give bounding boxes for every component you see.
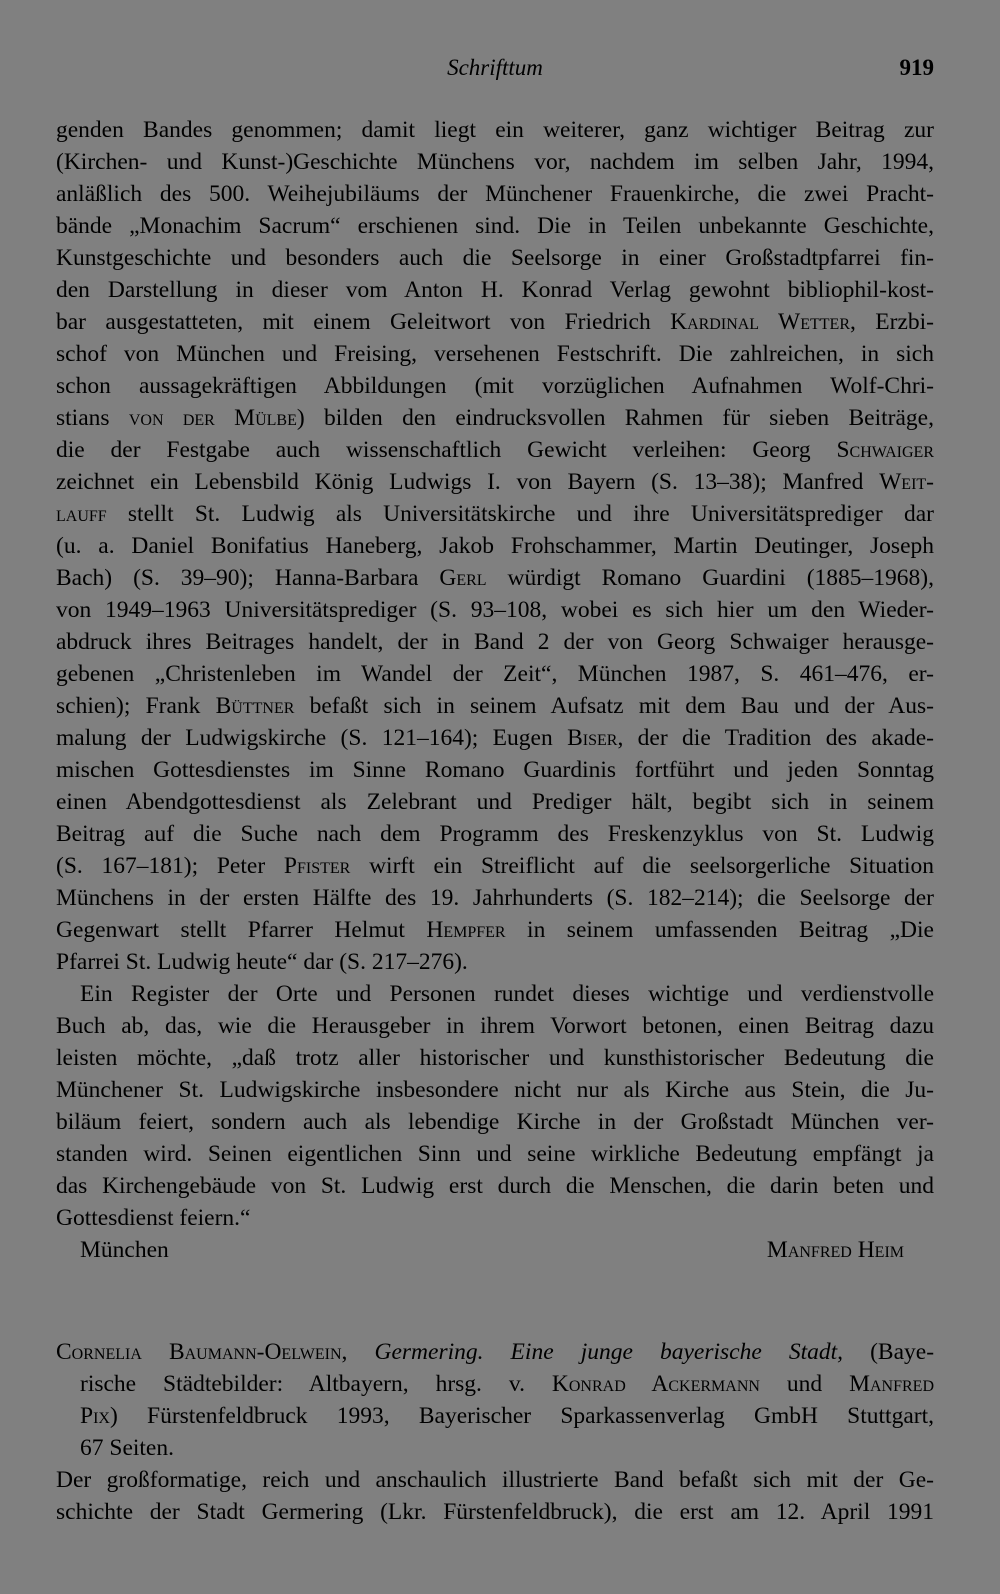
text-line: Münchener St. Ludwigskirche insbesondere nicht nur als Kirche aus Stein, die Ju-: [56, 1077, 934, 1103]
text-line: gebenen „Christenleben im Wandel der Zeit“, München 1987, S. 461–476, er-: [56, 661, 934, 687]
text-line: den Darstellung in dieser vom Anton H. Konrad Verlag gewohnt bibliophil-kost-: [56, 277, 934, 303]
text-line: abdruck ihres Beitrages handelt, der in Band 2 der von Georg Schwaiger herausge-: [56, 629, 934, 655]
citation-line: 67 Seiten.: [80, 1435, 174, 1461]
author-name: Schwaiger: [836, 437, 934, 463]
text-line: Münchens in der ersten Hälfte des 19. Jahrhunderts (S. 182–214); die Seelsorge der: [56, 885, 934, 911]
author-name: Büttner: [215, 693, 295, 719]
text-line: (u. a. Daniel Bonifatius Haneberg, Jakob Frohschammer, Martin Deutinger, Joseph: [56, 533, 934, 559]
review-1-paragraph-2: [56, 978, 934, 1266]
text-line: Der großformatige, reich und anschaulich illustrierte Band befaßt sich mit der Ge-: [56, 1467, 934, 1493]
text-line: mischen Gottesdienstes im Sinne Romano Guardinis fortführt und jeden Sonntag: [56, 757, 934, 783]
author-name: Cornelia Baumann-Oelwein: [56, 1339, 342, 1365]
text-line: Buch ab, das, wie die Herausgeber in ihrem Vorwort betonen, einen Beitrag dazu: [56, 1013, 934, 1039]
author-name: Hempfer: [426, 917, 506, 943]
text-line: anläßlich des 500. Weihejubiläums der Münchener Frauenkirche, die zwei Pracht-: [56, 181, 934, 207]
text-line: schon aussagekräftigen Abbildungen (mit vorzüglichen Aufnahmen Wolf-Chri-: [56, 373, 934, 399]
text-line: zeichnet ein Lebensbild König Ludwigs I. von Bayern (S. 13–38); Manfred Weit-: [56, 469, 934, 495]
text-line: lauff stellt St. Ludwig als Universitätskirche und ihre Universitätsprediger dar: [56, 501, 934, 527]
signature-place: München: [80, 1237, 169, 1263]
text-line: (Kirchen- und Kunst-)Geschichte Münchens vor, nachdem im selben Jahr, 1994,: [56, 149, 934, 175]
text-line: schof von München und Freising, versehenen Festschrift. Die zahlreichen, in sich: [56, 341, 934, 367]
text-line: standen wird. Seinen eigentlichen Sinn und seine wirkliche Bedeutung empfängt ja: [56, 1141, 934, 1167]
author-name: Pfister: [283, 853, 351, 879]
text-line: Bach) (S. 39–90); Hanna-Barbara Gerl würdigt Romano Guardini (1885–1968),: [56, 565, 934, 591]
text-line: (S. 167–181); Peter Pfister wirft ein Streiflicht auf die seelsorgerliche Situation: [56, 853, 934, 879]
citation-line: rische Städtebilder: Altbayern, hrsg. v. Konrad Ackermann und Manfred: [80, 1371, 934, 1397]
text-line: Gottesdienst feiern.“: [56, 1205, 251, 1231]
text-line: Pfarrei St. Ludwig heute“ dar (S. 217–276).: [56, 949, 468, 975]
author-name: von der Mülbe: [128, 405, 297, 431]
text-line: bar ausgestatteten, mit einem Geleitwort von Friedrich Kardinal Wetter, Erzbi-: [56, 309, 934, 335]
author-name: Biser: [567, 725, 618, 751]
text-line: genden Bandes genommen; damit liegt ein weiterer, ganz wichtiger Beitrag zur: [56, 117, 934, 143]
author-name: lauff: [56, 501, 107, 527]
page-number: 919: [899, 55, 934, 80]
signature-name: Manfred Heim: [766, 1237, 904, 1263]
text-line: das Kirchengebäude von St. Ludwig erst durch die Menschen, die darin beten und: [56, 1173, 934, 1199]
book-title: Germering. Eine junge bayerische Stadt,: [374, 1339, 844, 1365]
text-line: Gegenwart stellt Pfarrer Helmut Hempfer in seinem umfassenden Beitrag „Die: [56, 917, 934, 943]
review-2-citation: [56, 1336, 934, 1464]
running-header: [56, 50, 934, 86]
author-name: Kardinal Wetter: [670, 309, 850, 335]
text-line: Kunstgeschichte und besonders auch die Seelsorge in einer Großstadtpfarrei fin-: [56, 245, 934, 271]
editor-name: Pix: [80, 1403, 110, 1429]
text-line: von 1949–1963 Universitätsprediger (S. 93–108, wobei es sich hier um den Wieder-: [56, 597, 934, 623]
text-line: Ein Register der Orte und Personen rundet dieses wichtige und verdienstvolle: [80, 981, 934, 1007]
text-line: schichte der Stadt Germering (Lkr. Fürstenfeldbruck), die erst am 12. April 1991: [56, 1499, 934, 1525]
author-name: Weit-: [879, 469, 934, 495]
author-name: Gerl: [439, 565, 487, 591]
running-title: Schrifttum: [447, 55, 543, 80]
editor-name: Konrad Ackermann: [551, 1371, 760, 1397]
editor-name: Manfred: [849, 1371, 934, 1397]
text-line: leisten möchte, „daß trotz aller historischer und kunsthistorischer Bedeutung die: [56, 1045, 934, 1071]
review-1-paragraph-1: [56, 114, 934, 978]
text-line: stians von der Mülbe) bilden den eindrucksvollen Rahmen für sieben Beiträge,: [56, 405, 934, 431]
review-signature: [56, 1234, 934, 1266]
citation-line: Pix) Fürstenfeldbruck 1993, Bayerischer Sparkassenverlag GmbH Stuttgart,: [80, 1403, 934, 1429]
text-line: einen Abendgottesdienst als Zelebrant und Prediger hält, begibt sich in seinem: [56, 789, 934, 815]
review-2-body: [56, 1464, 934, 1528]
text-line: bände „Monachim Sacrum“ erschienen sind. Die in Teilen unbekannte Geschichte,: [56, 213, 934, 239]
text-line: die der Festgabe auch wissenschaftlich Gewicht verleihen: Georg Schwaiger: [56, 437, 934, 463]
citation-line: Cornelia Baumann-Oelwein, Germering. Eine junge bayerische Stadt, (Baye-: [56, 1339, 935, 1365]
text-line: biläum feiert, sondern auch als lebendige Kirche in der Großstadt München ver-: [56, 1109, 934, 1135]
text-line: Beitrag auf die Suche nach dem Programm des Freskenzyklus von St. Ludwig: [56, 821, 934, 847]
text-line: malung der Ludwigskirche (S. 121–164); Eugen Biser, der die Tradition des akade-: [56, 725, 935, 751]
text-line: schien); Frank Büttner befaßt sich in seinem Aufsatz mit dem Bau und der Aus-: [56, 693, 934, 719]
